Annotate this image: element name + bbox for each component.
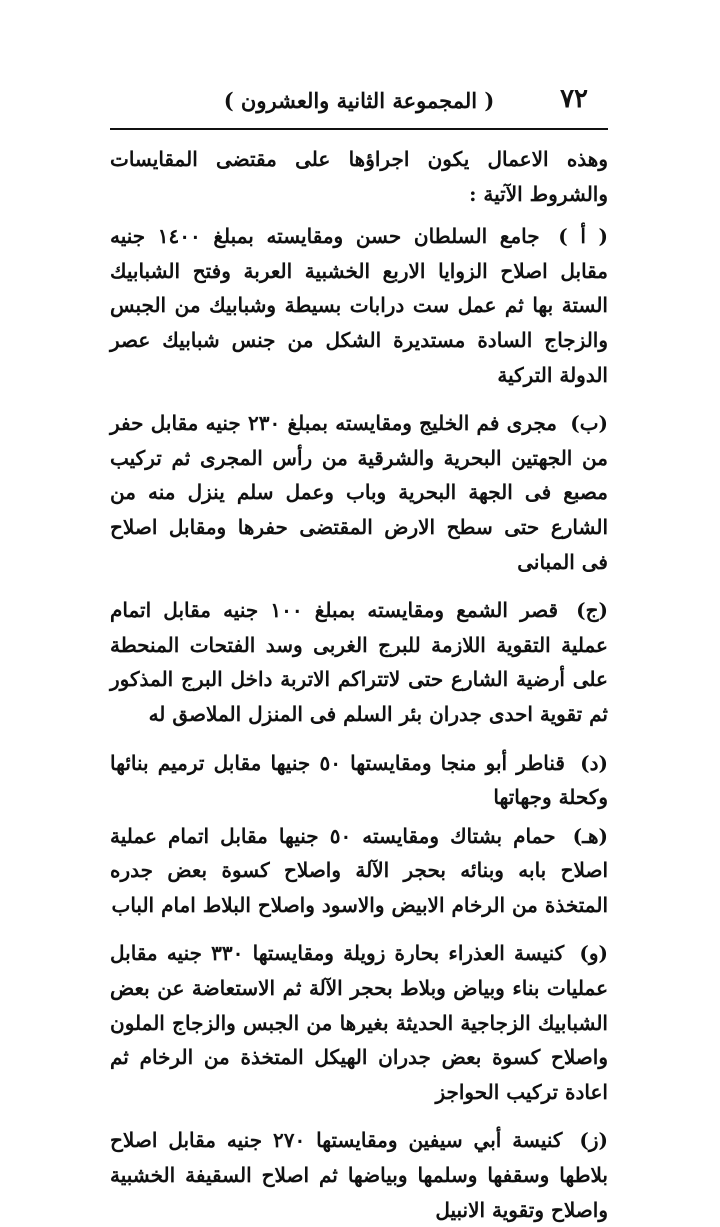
item-mark: (ز) (579, 1128, 608, 1153)
item-mark: (هـ) (572, 823, 608, 848)
list-item (110, 406, 608, 579)
page-number: ٧٢ (560, 84, 588, 114)
item-text: كنيسة العذراء بحارة زويلة ومقايستها ٣٣٠ جنيه مقابل عمليات بناء وبياض وبلاط بحجر الآلة ثم الاستعاضة عن بعض الشبابيك الزجاجية الحديثة بغيرها من الجبس والزجاج الملون واصلاح كسوة بعض جدران الهيكل المتخذة من الرخام ثم اعادة تركيب الحواجز (110, 941, 608, 1104)
item-mark: (ب) (570, 411, 608, 436)
item-mark: (و) (579, 941, 608, 966)
running-title: ( المجموعة الثانية والعشرون ) (223, 88, 495, 113)
list-item (110, 936, 608, 1109)
item-text: مجرى فم الخليج ومقايسته بمبلغ ٢٣٠ جنيه مقابل حفر من الجهتين البحرية والشرقية من رأس المجرى ثم تركيب مصبع فى الجهة البحرية وباب وعمل سلم ينزل منه من الشارع حتى سطح الارض المقتضى حفرها ومقابل اصلاح فى المبانى (110, 411, 608, 574)
item-text: حمام بشتاك ومقايسته ٥٠ جنيها مقابل اتمام عملية اصلاح بابه وبنائه بحجر الآلة واصلاح كسوة بعض جدره المتخذة من الرخام الابيض والاسود واصلاح البلاط امام الباب (110, 823, 608, 917)
list-item (110, 1123, 608, 1227)
item-mark: ( أ ) (558, 224, 609, 249)
page-header (110, 78, 608, 118)
item-text: قصر الشمع ومقايسته بمبلغ ١٠٠ جنيه مقابل اتمام عملية التقوية اللازمة للبرج الغربى وسد الفتحات المنحطة على أرضية الشارع حتى لاتتراكم الاتربة داخل البرج المذكور ثم تقوية احدى جدران بئر السلم فى المنزل الملاصق له (110, 598, 608, 726)
header-rule (110, 128, 608, 130)
item-mark: (ج) (576, 598, 609, 623)
item-mark: (د) (580, 750, 609, 775)
item-text: قناطر أبو منجا ومقايستها ٥٠ جنيها مقابل ترميم بنائها وكحلة وجهاتها (110, 750, 608, 810)
item-text: كنيسة أبي سيفين ومقايستها ٢٧٠ جنيه مقابل اصلاح بلاطها وسقفها وسلمها وبياضها ثم اصلاح السقيفة الخشبية واصلاح وتقوية الانبيل (110, 1128, 608, 1222)
item-text: جامع السلطان حسن ومقايسته بمبلغ ١٤٠٠ جنيه مقابل اصلاح الزوايا الاربع الخشبية العربة وفتح الشبابيك الستة بها ثم عمل ست درابات بسيطة وشبابيك من الجبس والزجاج السادة مستديرة الشكل من جنس شبابيك عصر الدولة التركية (110, 224, 608, 387)
list-item (110, 219, 608, 392)
list-item (110, 819, 608, 923)
list-item (110, 746, 608, 815)
intro-paragraph: وهذه الاعمال يكون اجراؤها على مقتضى المقايسات والشروط الآتية : (110, 147, 608, 206)
page-body (110, 142, 608, 1227)
list-item (110, 593, 608, 731)
